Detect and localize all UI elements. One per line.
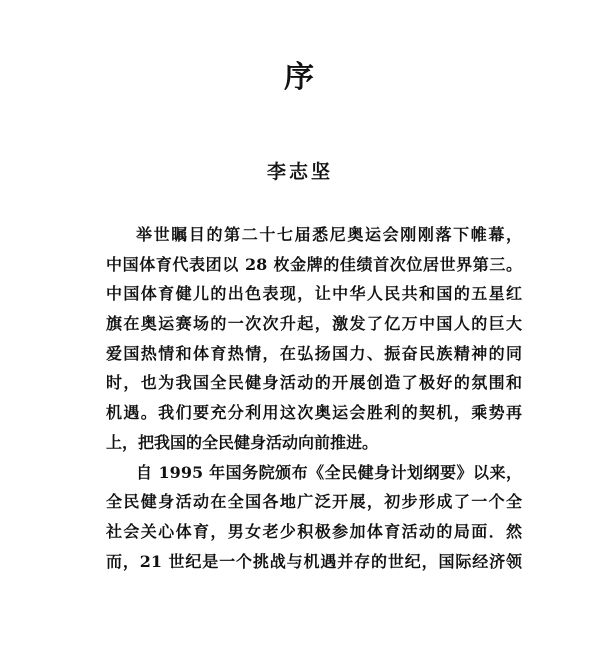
body-line-8: 上，把我国的全民健身活动向前推进。 [106,432,379,452]
body-line-2: 中国体育代表团以 28 枚金牌的佳绩首次位居世界第三。 [106,254,522,274]
body-line-3: 中国体育健儿的出色表现，让中华人民共和国的五星红 [106,284,522,304]
body-line-4: 旗在奥运赛场的一次次升起，激发了亿万中国人的巨大 [106,314,522,334]
body-line-7: 机遇。我们要充分利用这次奥运会胜利的契机，乘势再 [106,403,522,423]
body-line-11: 社会关心体育，男女老少积极参加体育活动的局面．然 [106,521,522,541]
body-line-1: 举世瞩目的第二十七届悉尼奥运会刚刚落下帷幕， [136,225,522,244]
body-line-9: 自 1995 年国务院颁布《全民健身计划纲要》以来， [136,462,522,482]
author-name: 李志坚 [266,161,333,183]
body-line-5: 爱国热情和体育热情，在弘扬国力、振奋民族精神的同 [106,343,522,363]
body-line-10: 全民健身活动在全国各地广泛开展，初步形成了一个全 [106,492,522,512]
document-title: 序 [284,60,316,95]
body-text [106,220,522,576]
body-line-12: 而，21 世纪是一个挑战与机遇并存的世纪，国际经济领 [106,551,522,571]
body-line-6: 时，也为我国全民健身活动的开展创造了极好的氛围和 [106,373,522,393]
